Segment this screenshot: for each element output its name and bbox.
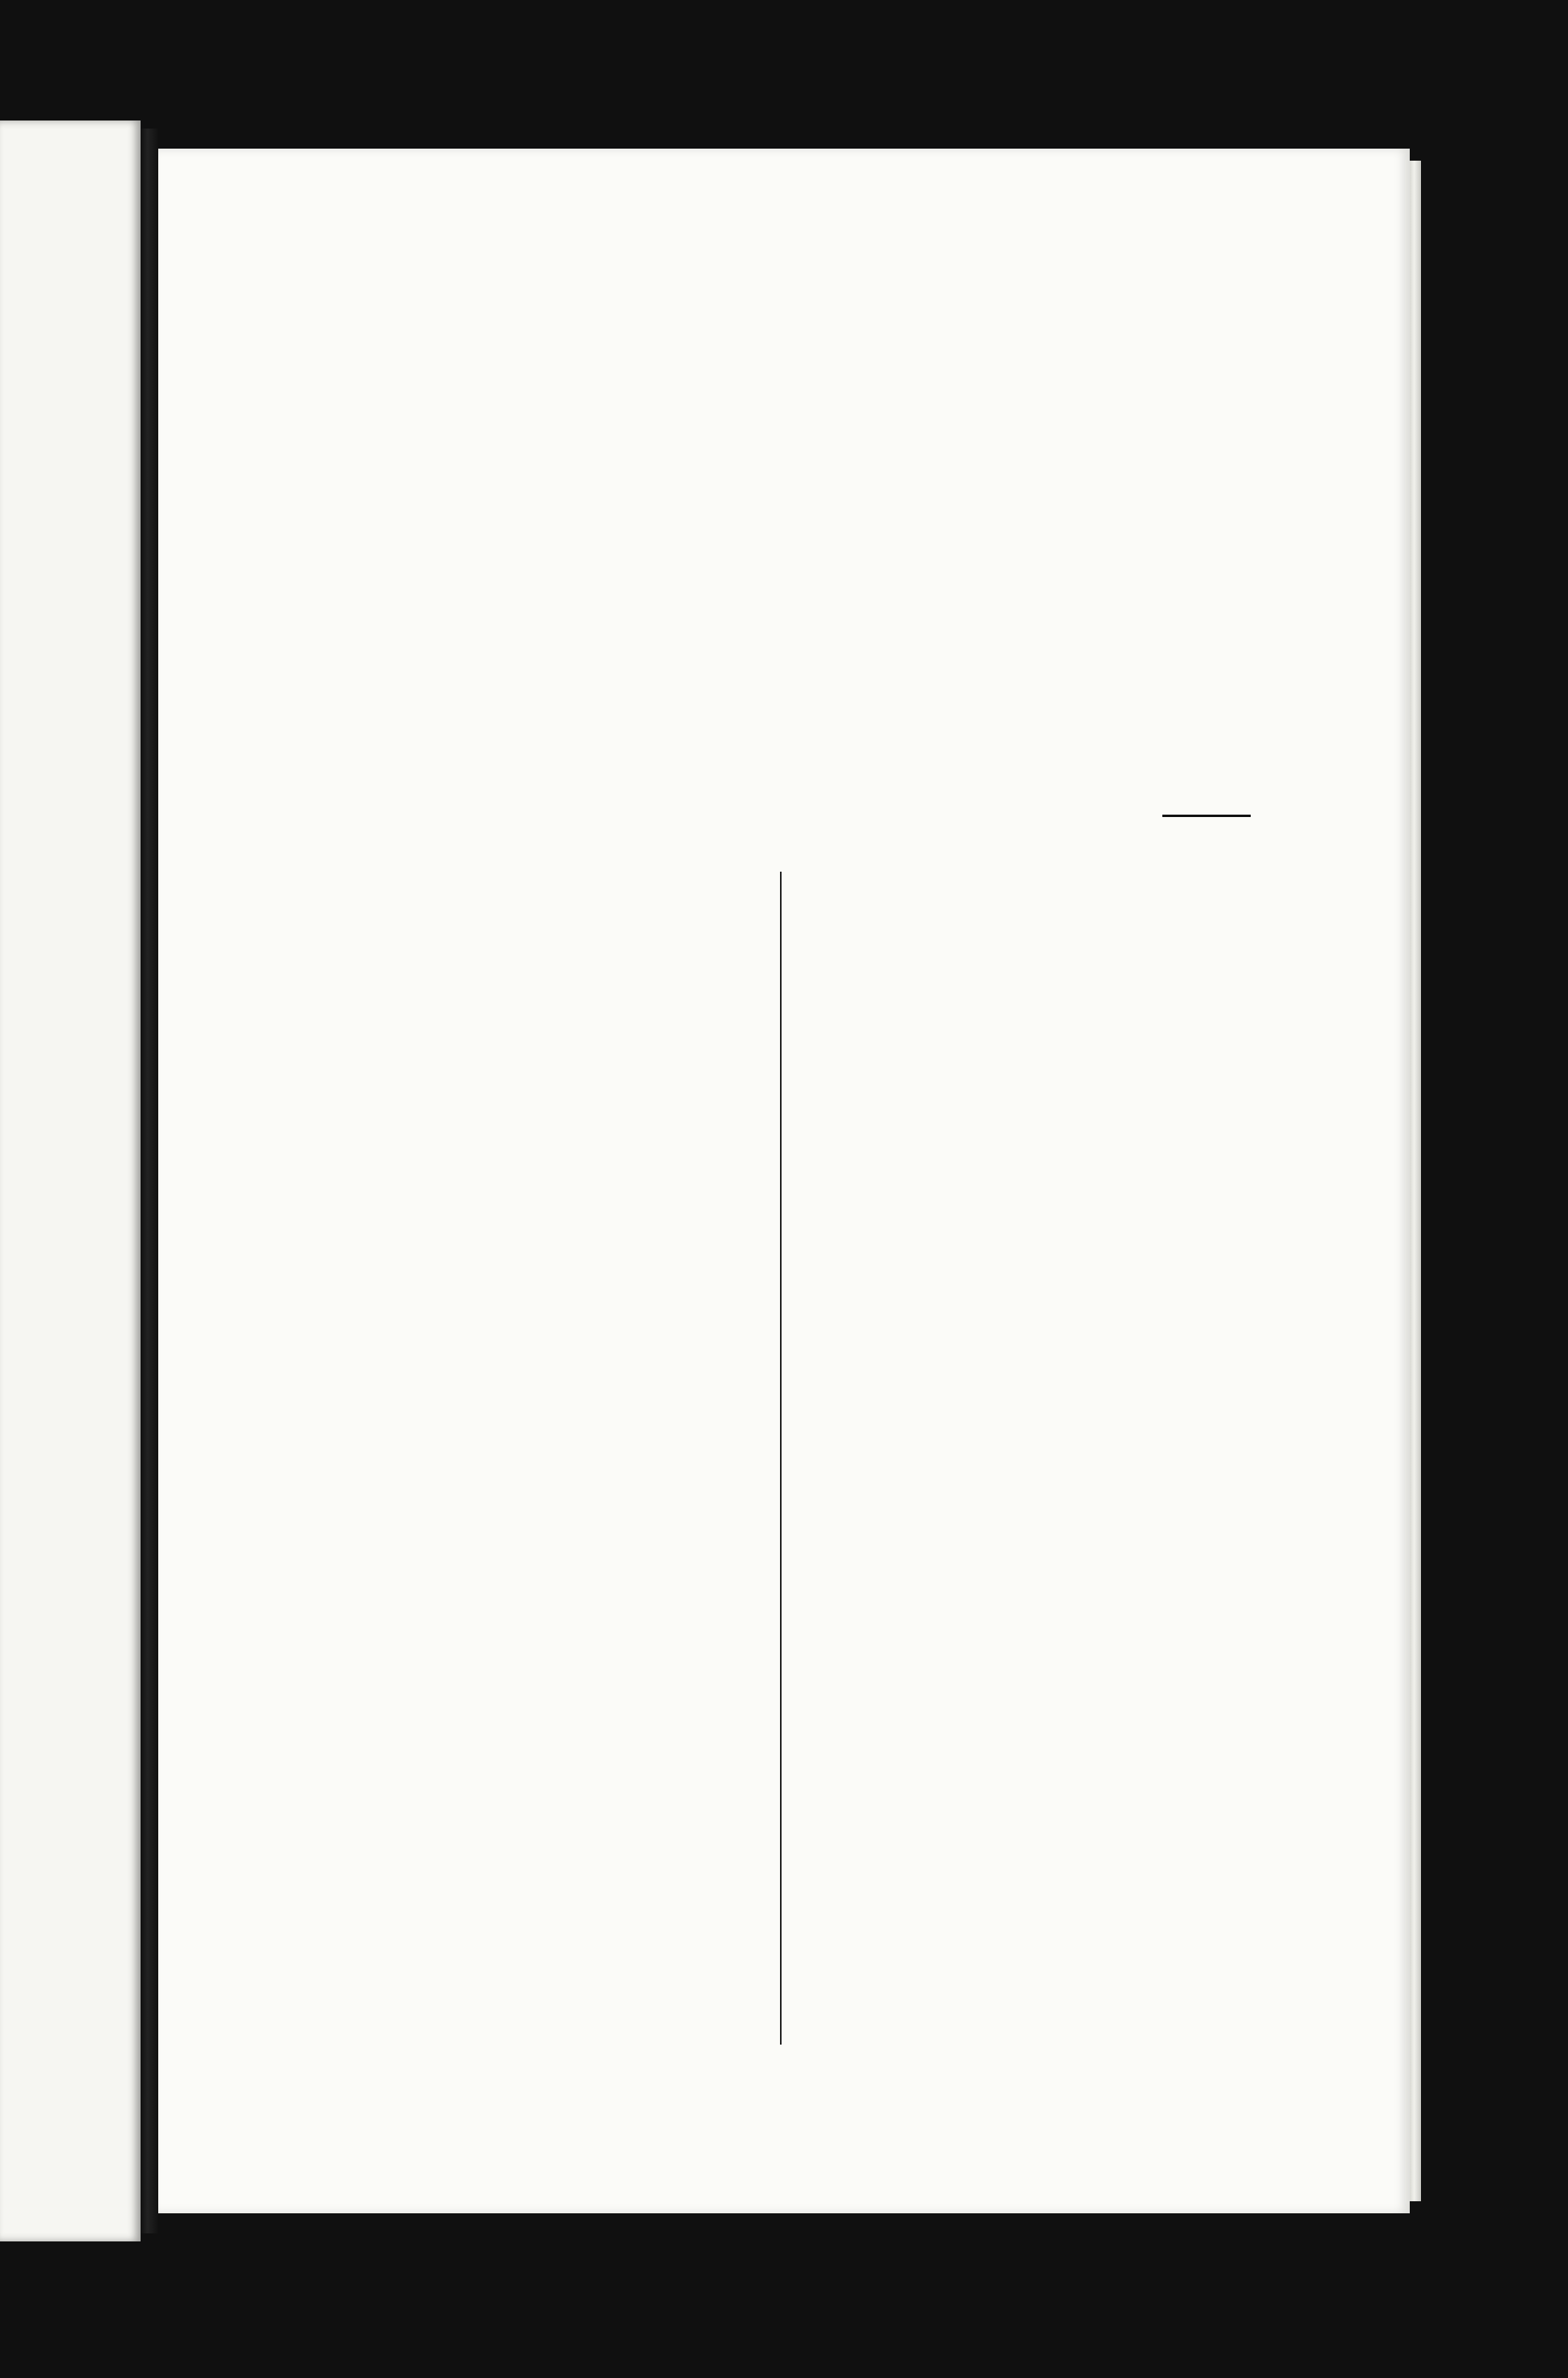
column-divider (780, 872, 782, 2045)
book-page (158, 149, 1410, 2213)
previous-page-edge (0, 121, 141, 2241)
top-total-row (0, 823, 1568, 852)
book-spine (141, 129, 158, 2233)
top-total-rule (1162, 815, 1251, 817)
page-fore-edge (1410, 161, 1421, 2201)
